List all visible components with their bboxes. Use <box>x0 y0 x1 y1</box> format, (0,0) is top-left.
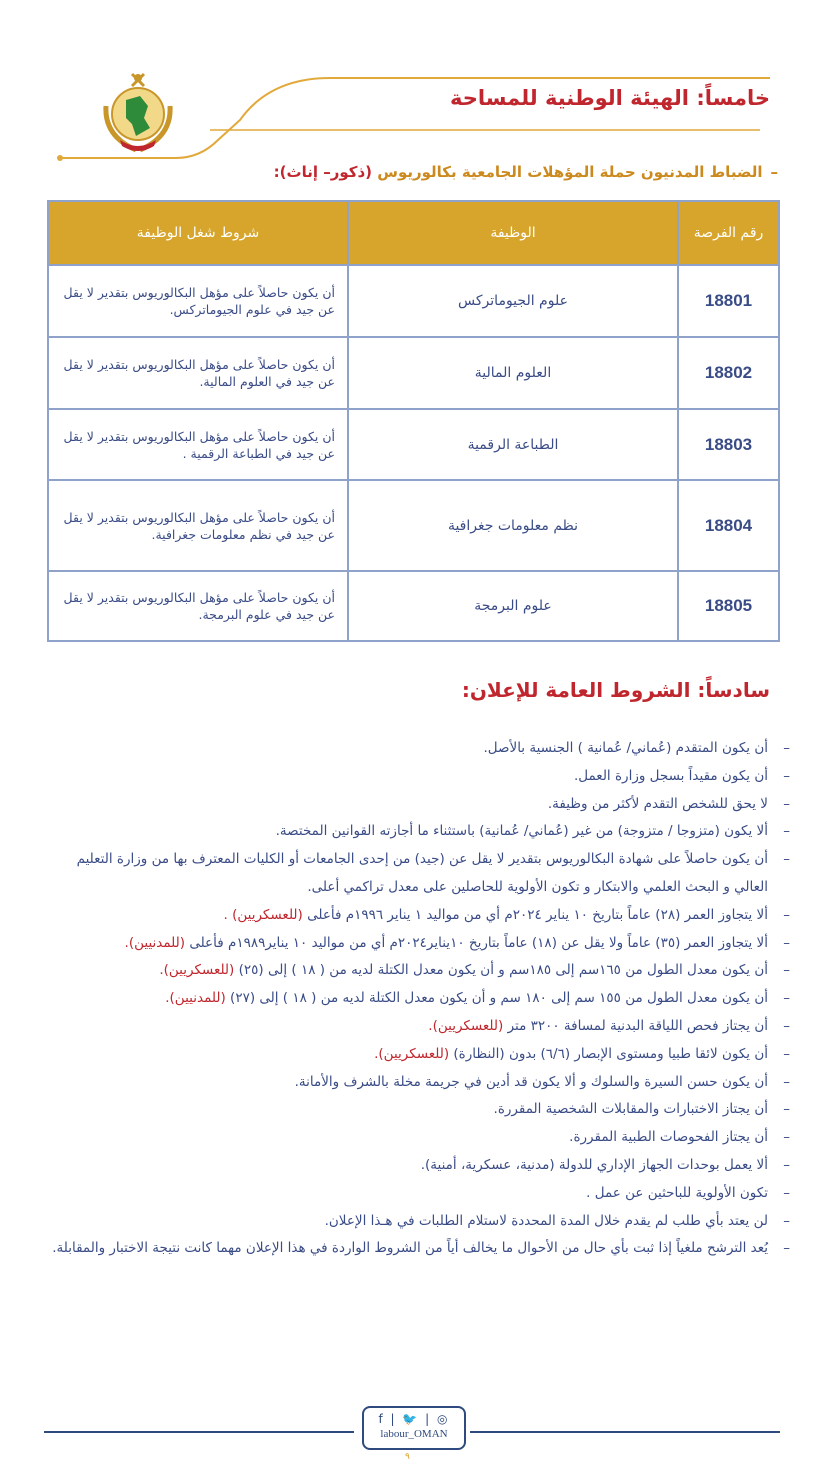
section-5-title: خامساً: الهيئة الوطنية للمساحة <box>449 86 770 110</box>
list-item <box>45 763 790 791</box>
subtitle-text: الضباط المدنيون حملة المؤهلات الجامعية بكالوريوس <box>377 163 763 181</box>
list-item <box>45 1041 790 1069</box>
header-job: الوظيفة <box>348 201 678 265</box>
list-item <box>45 902 790 930</box>
list-item <box>45 791 790 819</box>
job-conditions: أن يكون حاصلاً على مؤهل البكالوريوس بتقدير لا يقل عن جيد في علوم البرمجة. <box>48 571 348 641</box>
condition-note: (للعسكريين). <box>374 1045 450 1062</box>
condition-text: تكون الأولوية للباحثين عن عمل . <box>586 1184 768 1201</box>
condition-text: ألا يتجاوز العمر (٢٨) عاماً بتاريخ ١٠ يناير ٢٠٢٤م أي من مواليد ١ يناير ١٩٩٦م فأعلى <box>307 906 768 923</box>
table-header-row <box>48 201 779 265</box>
list-item <box>45 930 790 958</box>
table-row <box>48 480 779 571</box>
list-item <box>45 1124 790 1152</box>
condition-text: أن يكون حاصلاً على شهادة البكالوريوس بتقدير لا يقل عن (جيد) من إحدى الجامعات أو الكليات المعترف بها من وزارة التعليم العالي و البحث العلمي والابتكار و تكون الأولوية للحاصلين على معدل تراكمي أعلى. <box>76 851 768 895</box>
footer-line-right <box>470 1431 780 1433</box>
facebook-icon[interactable]: f <box>378 1412 385 1426</box>
list-item <box>45 1096 790 1124</box>
list-item <box>45 735 790 763</box>
opportunity-number: 18804 <box>678 480 779 571</box>
table-row <box>48 265 779 337</box>
job-title: العلوم المالية <box>348 337 678 409</box>
opportunity-number: 18801 <box>678 265 779 337</box>
condition-note: (للعسكريين). <box>159 962 235 979</box>
job-title: علوم الجيوماتركس <box>348 265 678 337</box>
job-conditions: أن يكون حاصلاً على مؤهل البكالوريوس بتقدير لا يقل عن جيد في نظم معلومات جغرافية. <box>48 480 348 571</box>
list-item <box>45 957 790 985</box>
list-item <box>45 985 790 1013</box>
list-item <box>45 1013 790 1041</box>
list-item <box>45 1069 790 1097</box>
social-handle[interactable]: labour_OMAN <box>380 1428 448 1440</box>
condition-text: أن يجتاز الفحوصات الطبية المقررة. <box>569 1129 768 1146</box>
condition-text: أن يكون لائقا طبيا ومستوى الإبصار (٦/٦) بدون (النظارة) <box>453 1045 768 1062</box>
emblem-logo <box>96 66 180 156</box>
list-item <box>45 846 790 902</box>
list-item <box>45 1180 790 1208</box>
condition-note: (للمدنيين). <box>124 934 186 951</box>
instagram-icon[interactable]: ◎ <box>437 1412 450 1426</box>
condition-text: لن يعتد بأي طلب لم يقدم خلال المدة المحددة لاستلام الطلبات في هـذا الإعلان. <box>324 1212 768 1229</box>
condition-text: ألا يعمل بوحدات الجهاز الإداري للدولة (مدنية، عسكرية، أمنية). <box>420 1156 768 1173</box>
table-row <box>48 571 779 641</box>
separator: | <box>425 1412 432 1426</box>
job-title: علوم البرمجة <box>348 571 678 641</box>
page-number: ٩ <box>405 1452 410 1462</box>
section-6-title: سادساً: الشروط العامة للإعلان: <box>461 678 770 702</box>
job-title: نظم معلومات جغرافية <box>348 480 678 571</box>
list-item <box>45 1208 790 1236</box>
condition-note: (للمدنيين). <box>165 990 226 1007</box>
twitter-icon[interactable]: 🐦 <box>402 1412 420 1426</box>
list-item <box>45 1152 790 1180</box>
subtitle-gender: (ذكور– إناث): <box>273 163 373 181</box>
job-conditions: أن يكون حاصلاً على مؤهل البكالوريوس بتقدير لا يقل عن جيد في العلوم المالية. <box>48 337 348 409</box>
condition-text: أن يكون معدل الطول من ١٥٥ سم إلى ١٨٠ سم و أن يكون معدل الكتلة لديه من ( ١٨ ) إلى (٢٧) <box>230 990 768 1007</box>
condition-text: لا يحق للشخص التقدم لأكثر من وظيفة. <box>547 795 768 812</box>
condition-text: ألا يكون (متزوجا / متزوجة) من غير (عُماني/ عُمانية) باستثناء ما أجازته القوانين المختصة. <box>275 823 768 840</box>
condition-note: (للعسكريين) . <box>223 906 303 923</box>
jobs-table <box>47 200 780 642</box>
table-row <box>48 409 779 480</box>
job-conditions: أن يكون حاصلاً على مؤهل البكالوريوس بتقدير لا يقل عن جيد في الطباعة الرقمية . <box>48 409 348 480</box>
section-5-subtitle: –الضباط المدنيون حملة المؤهلات الجامعية بكالوريوس (ذكور– إناث): <box>273 163 778 181</box>
opportunity-number: 18802 <box>678 337 779 409</box>
separator: | <box>390 1412 397 1426</box>
condition-text: أن يجتاز فحص اللياقة البدنية لمسافة ٣٢٠٠ متر <box>507 1017 768 1034</box>
header-conditions: شروط شغل الوظيفة <box>48 201 348 265</box>
job-conditions: أن يكون حاصلاً على مؤهل البكالوريوس بتقدير لا يقل عن جيد في علوم الجيوماتركس. <box>48 265 348 337</box>
opportunity-number: 18805 <box>678 571 779 641</box>
condition-text: يُعد الترشح ملغياً إذا ثبت بأي حال من الأحوال ما يخالف أياً من الشروط الواردة في هذا الإعلان مهما كانت نتيجة الاختبار والمقابلة. <box>52 1240 768 1257</box>
job-title: الطباعة الرقمية <box>348 409 678 480</box>
condition-text: أن يكون حسن السيرة والسلوك و ألا يكون قد أدين في جريمة مخلة بالشرف والأمانة. <box>294 1073 768 1090</box>
header-opportunity-number: رقم الفرصة <box>678 201 779 265</box>
list-item <box>45 1235 790 1263</box>
condition-note: (للعسكريين). <box>428 1017 504 1034</box>
social-icons <box>364 1412 464 1426</box>
list-item <box>45 818 790 846</box>
social-media-box <box>362 1406 466 1450</box>
condition-text: أن يكون المتقدم (عُماني/ عُمانية ) الجنسية بالأصل. <box>483 740 768 756</box>
condition-text: ألا يتجاوز العمر (٣٥) عاماً ولا يقل عن (١٨) عاماً بتاريخ ١٠يناير٢٠٢٤م أي من مواليد ١٠ يناير١٩٨٩م فأعلى <box>189 934 768 951</box>
condition-text: أن يكون مقيداً بسجل وزارة العمل. <box>573 767 768 784</box>
general-conditions-list <box>45 735 790 1263</box>
footer-line-left <box>44 1431 354 1433</box>
table-row <box>48 337 779 409</box>
condition-text: أن يكون معدل الطول من ١٦٥سم إلى ١٨٥سم و أن يكون معدل الكتلة لديه من ( ١٨ ) إلى (٢٥) <box>238 962 768 979</box>
opportunity-number: 18803 <box>678 409 779 480</box>
condition-text: أن يجتاز الاختبارات والمقابلات الشخصية المقررة. <box>493 1101 768 1118</box>
